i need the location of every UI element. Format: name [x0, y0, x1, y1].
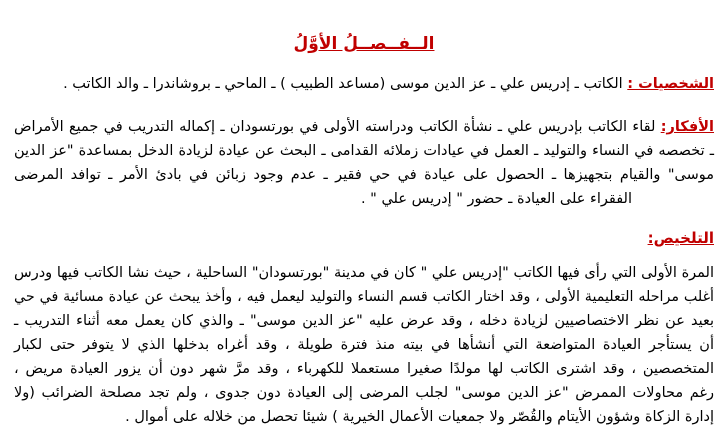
characters-label: الشخصيات : [627, 76, 714, 92]
summary-line-4: أن يستأجر العيادة المتواضعة التي أنشأها في بيته منذ فترة طويلة ، وقد أغراه بدخلها الذي لا يتوفر حتى لكبار [14, 337, 714, 353]
summary-line-3: بعيد عن نظر الاختصاصيين لزيادة دخله ، وقد عرض عليه "عز الدين موسى" ـ والذي كان يعمل معه أثناء التدريب ـ [14, 313, 714, 329]
ideas-text-1: لقاء الكاتب بإدريس علي ـ نشأة الكاتب ودراسته الأولى في بورتسودان ـ إكماله التدريب في جميع الأمراض [14, 119, 661, 135]
ideas-line-2: ـ تخصصه في النساء والتوليد ـ العمل في عيادات زملائه القدامى ـ البحث عن عيادة لزيادة الدخل بمساعدة "عز الدين [14, 143, 714, 159]
ideas-line-3: موسى" والقيام بتجهيزها ـ الحصول على عيادة في حي فقير ـ عدم وجود زبائن في بادئ الأمر ـ توافد المرضى [14, 167, 714, 183]
summary-line-2: أغلب مراحله التعليمية الأولى ، وقد اختار الكاتب قسم النساء والتوليد ليعمل فيه ، وأخذ يبحث عن عيادة مسائية في حي [14, 289, 714, 305]
characters-line [14, 72, 714, 96]
ideas-label: الأفكار: [660, 119, 714, 135]
ideas-line-1 [14, 115, 714, 139]
summary-line-6: رغم محاولات الممرض "عز الدين موسى" لجلب المرضى إلى العيادة دون جدوى ، ولم تجد مصلحة الضرائب (ولا [14, 385, 714, 401]
summary-heading: التلخيص: [647, 229, 714, 247]
summary-line-7: إدارة الزكاة وشؤون الأيتام والقُصّر ولا جمعيات الأعمال الخيرية ) شيئا تحصل من خلاله على أموال . [125, 409, 714, 425]
characters-text: الكاتب ـ إدريس علي ـ عز الدين موسى (مساعد الطبيب ) ـ الماحي ـ بروشاندرا ـ والد الكاتب . [63, 76, 628, 92]
summary-line-5: المتخصصين ، وقد اشترى الكاتب لها مولدًا صغيرا مستعملا للكهرباء ، وقد مرَّ شهر دون أن يزور العيادة مريض ، [14, 361, 714, 377]
chapter-title: الــفــصــلُ الأوَّلُ [293, 34, 435, 54]
summary-line-1: المرة الأولى التي رأى فيها الكاتب "إدريس علي " كان في مدينة "بورتسودان" الساحلية ، حيث نشا الكاتب فيها ودرس [14, 265, 714, 281]
ideas-line-4: الفقراء على العيادة ـ حضور " إدريس علي " . [360, 191, 632, 207]
